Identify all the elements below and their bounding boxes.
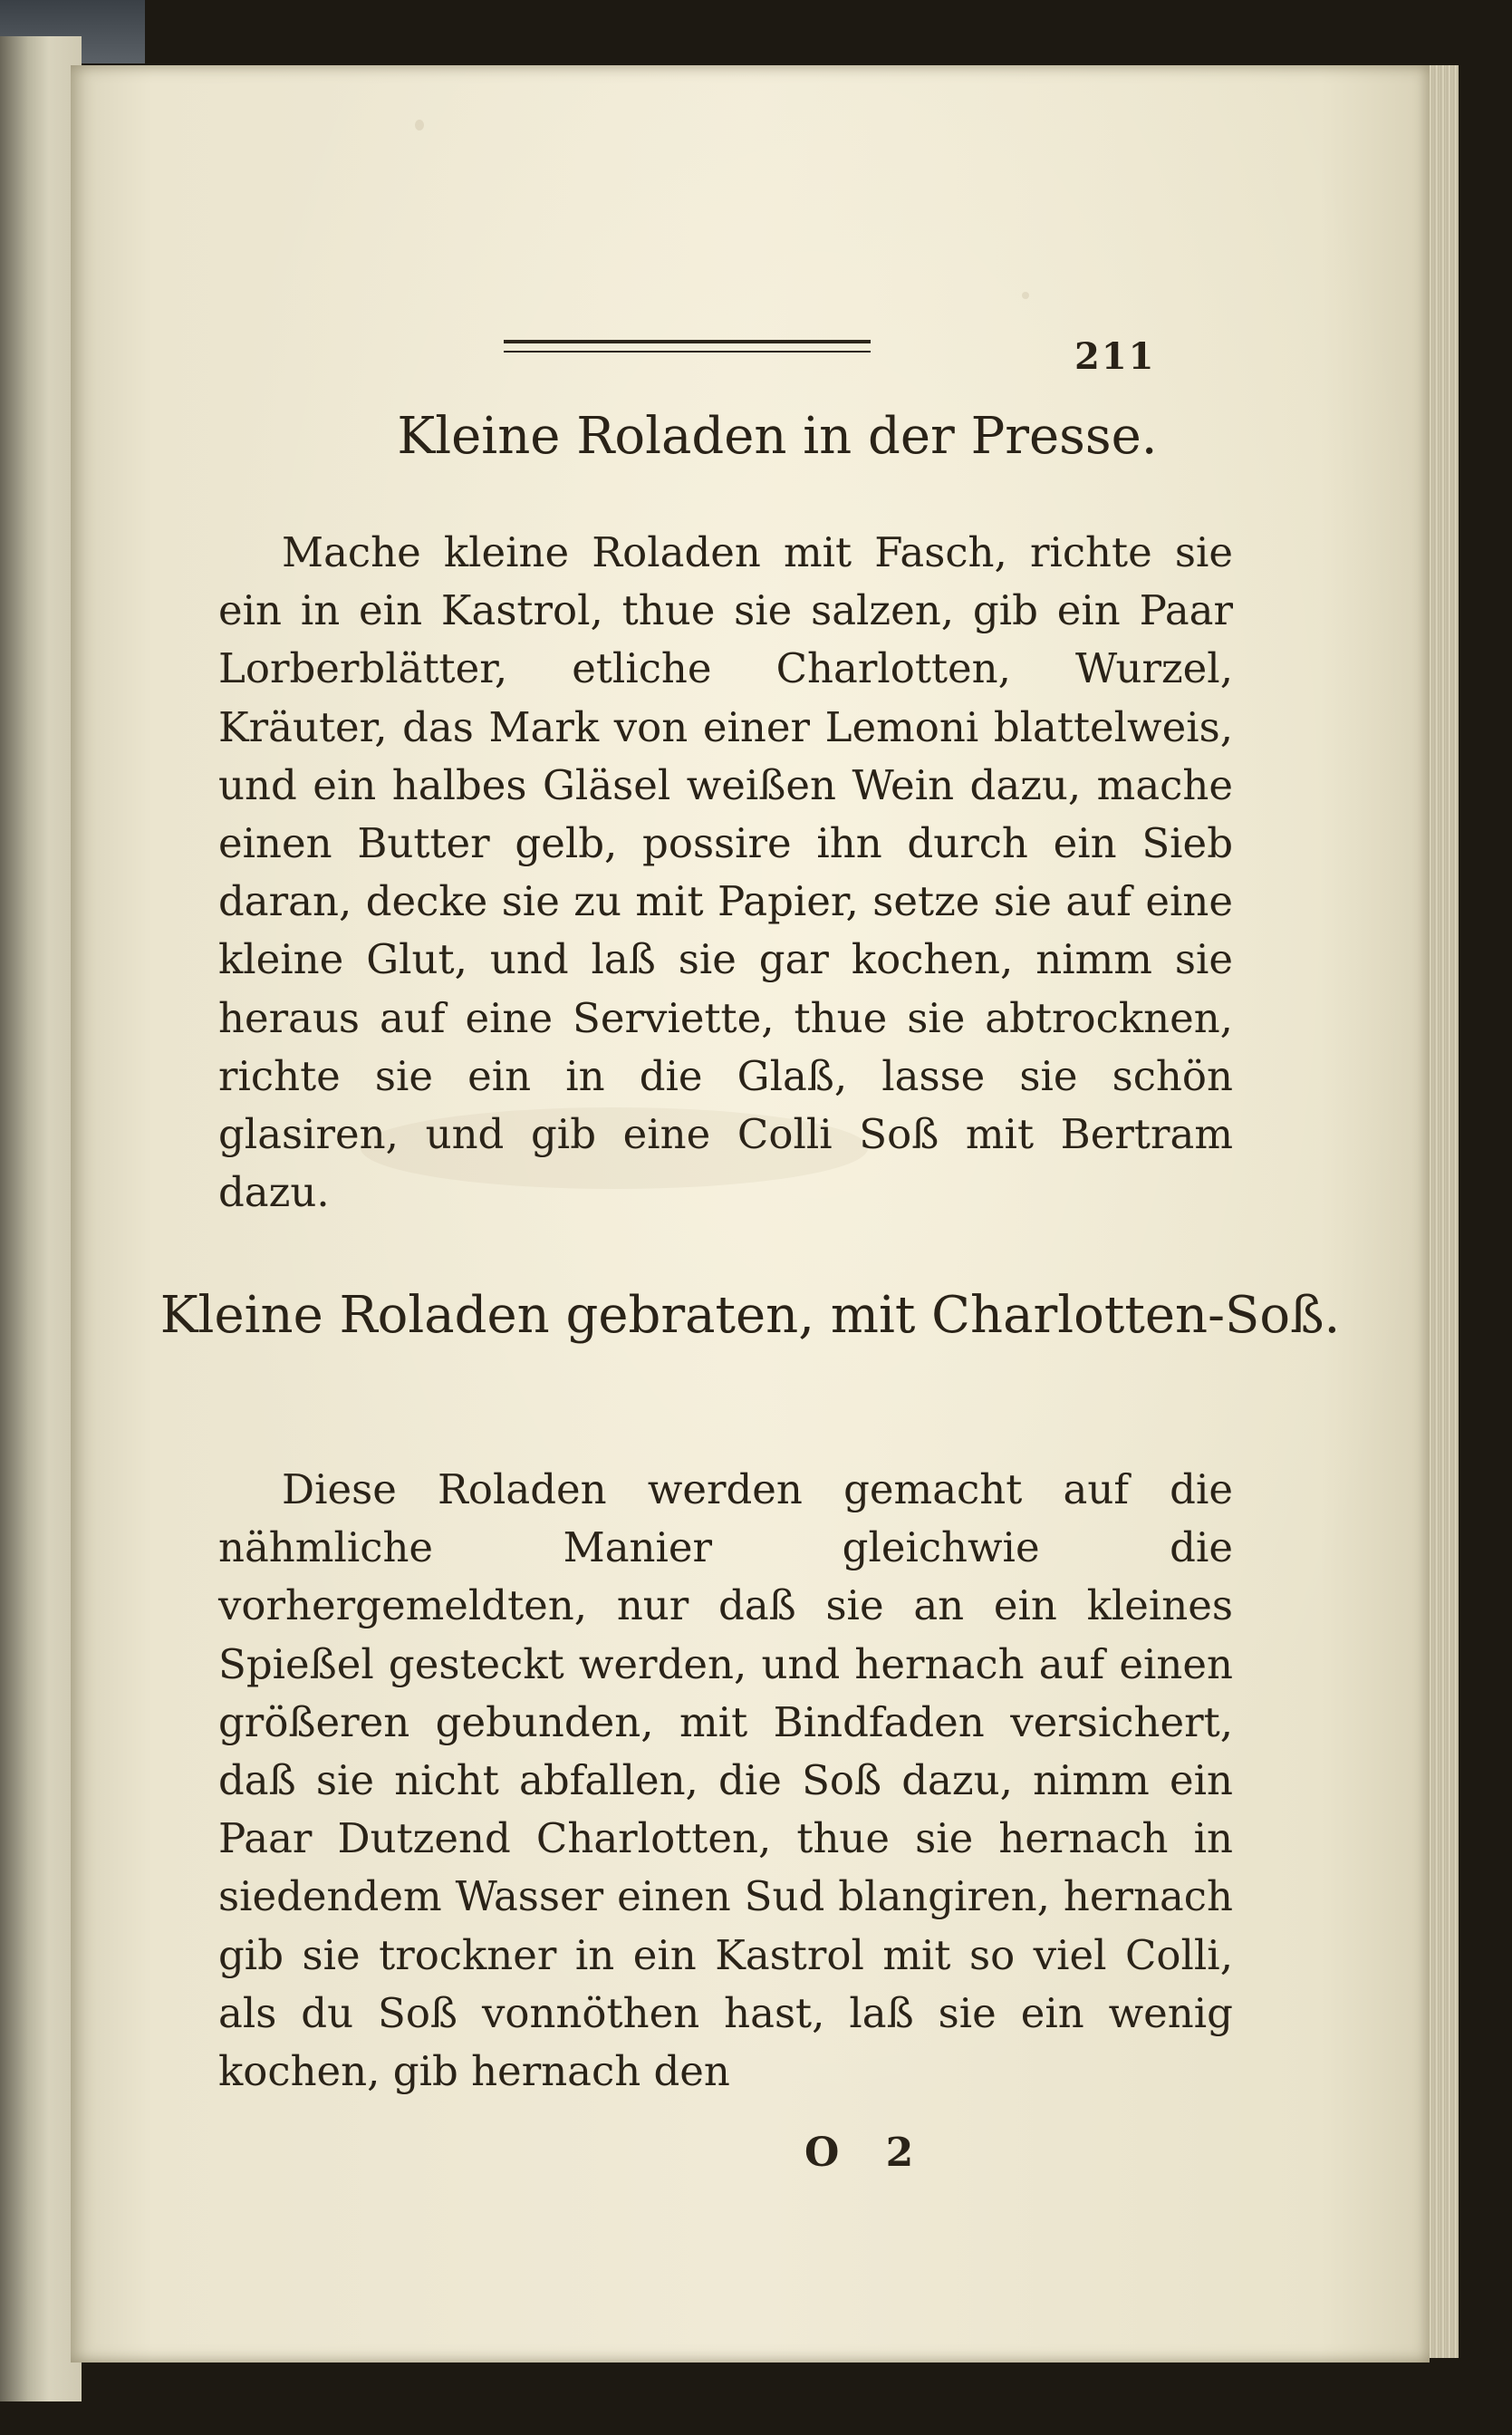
recipe-title: Kleine Roladen in der Presse. [397,407,1158,466]
page-text [71,65,1430,2363]
page-number: 211 [1074,335,1156,378]
recipe-paragraph: Mache kleine Roladen mit Fasch, richte sie ein in ein Kastrol, thue sie salzen, gib ein Paar Lorberblätter, etliche Charlotten, Wurzel, Kräuter, das Mark von einer Lemoni blattelweis, und ein halbes Gläsel weißen Wein dazu, mache einen Butter gelb, possire ihn durch ein Sieb daran, decke sie zu mit Papier, setze sie auf eine kleine Glut, und laß sie gar kochen, nimm sie heraus auf eine Serviette, thue sie abtrocknen, richte sie ein in die Glaß, lasse sie schön glasiren, und gib eine Colli Soß mit Bertram dazu. [218,528,1233,1217]
book-page [71,65,1430,2363]
book-spine-edge [0,36,82,2401]
recipe-paragraph: Diese Roladen werden gemacht auf die nähmliche Manier gleichwie die vorhergemeldten, nur daß sie an ein kleines Spießel gesteckt werden, und hernach auf einen größeren gebunden, mit Bindfaden versichert, daß sie nicht abfallen, die Soß dazu, nimm ein Paar Dutzend Charlotten, thue sie hernach in siedendem Wasser einen Sud blangiren, hernach gib sie trockner in ein Kastrol mit so viel Colli, als du Soß vonnöthen hast, laß sie ein wenig kochen, gib hernach den [218,1465,1233,2096]
signature-mark: O 2 [804,2130,930,2176]
header-rule [504,340,871,353]
recipe-title: Kleine Roladen gebraten, mit Charlotten-Soß. [159,1286,1341,1345]
